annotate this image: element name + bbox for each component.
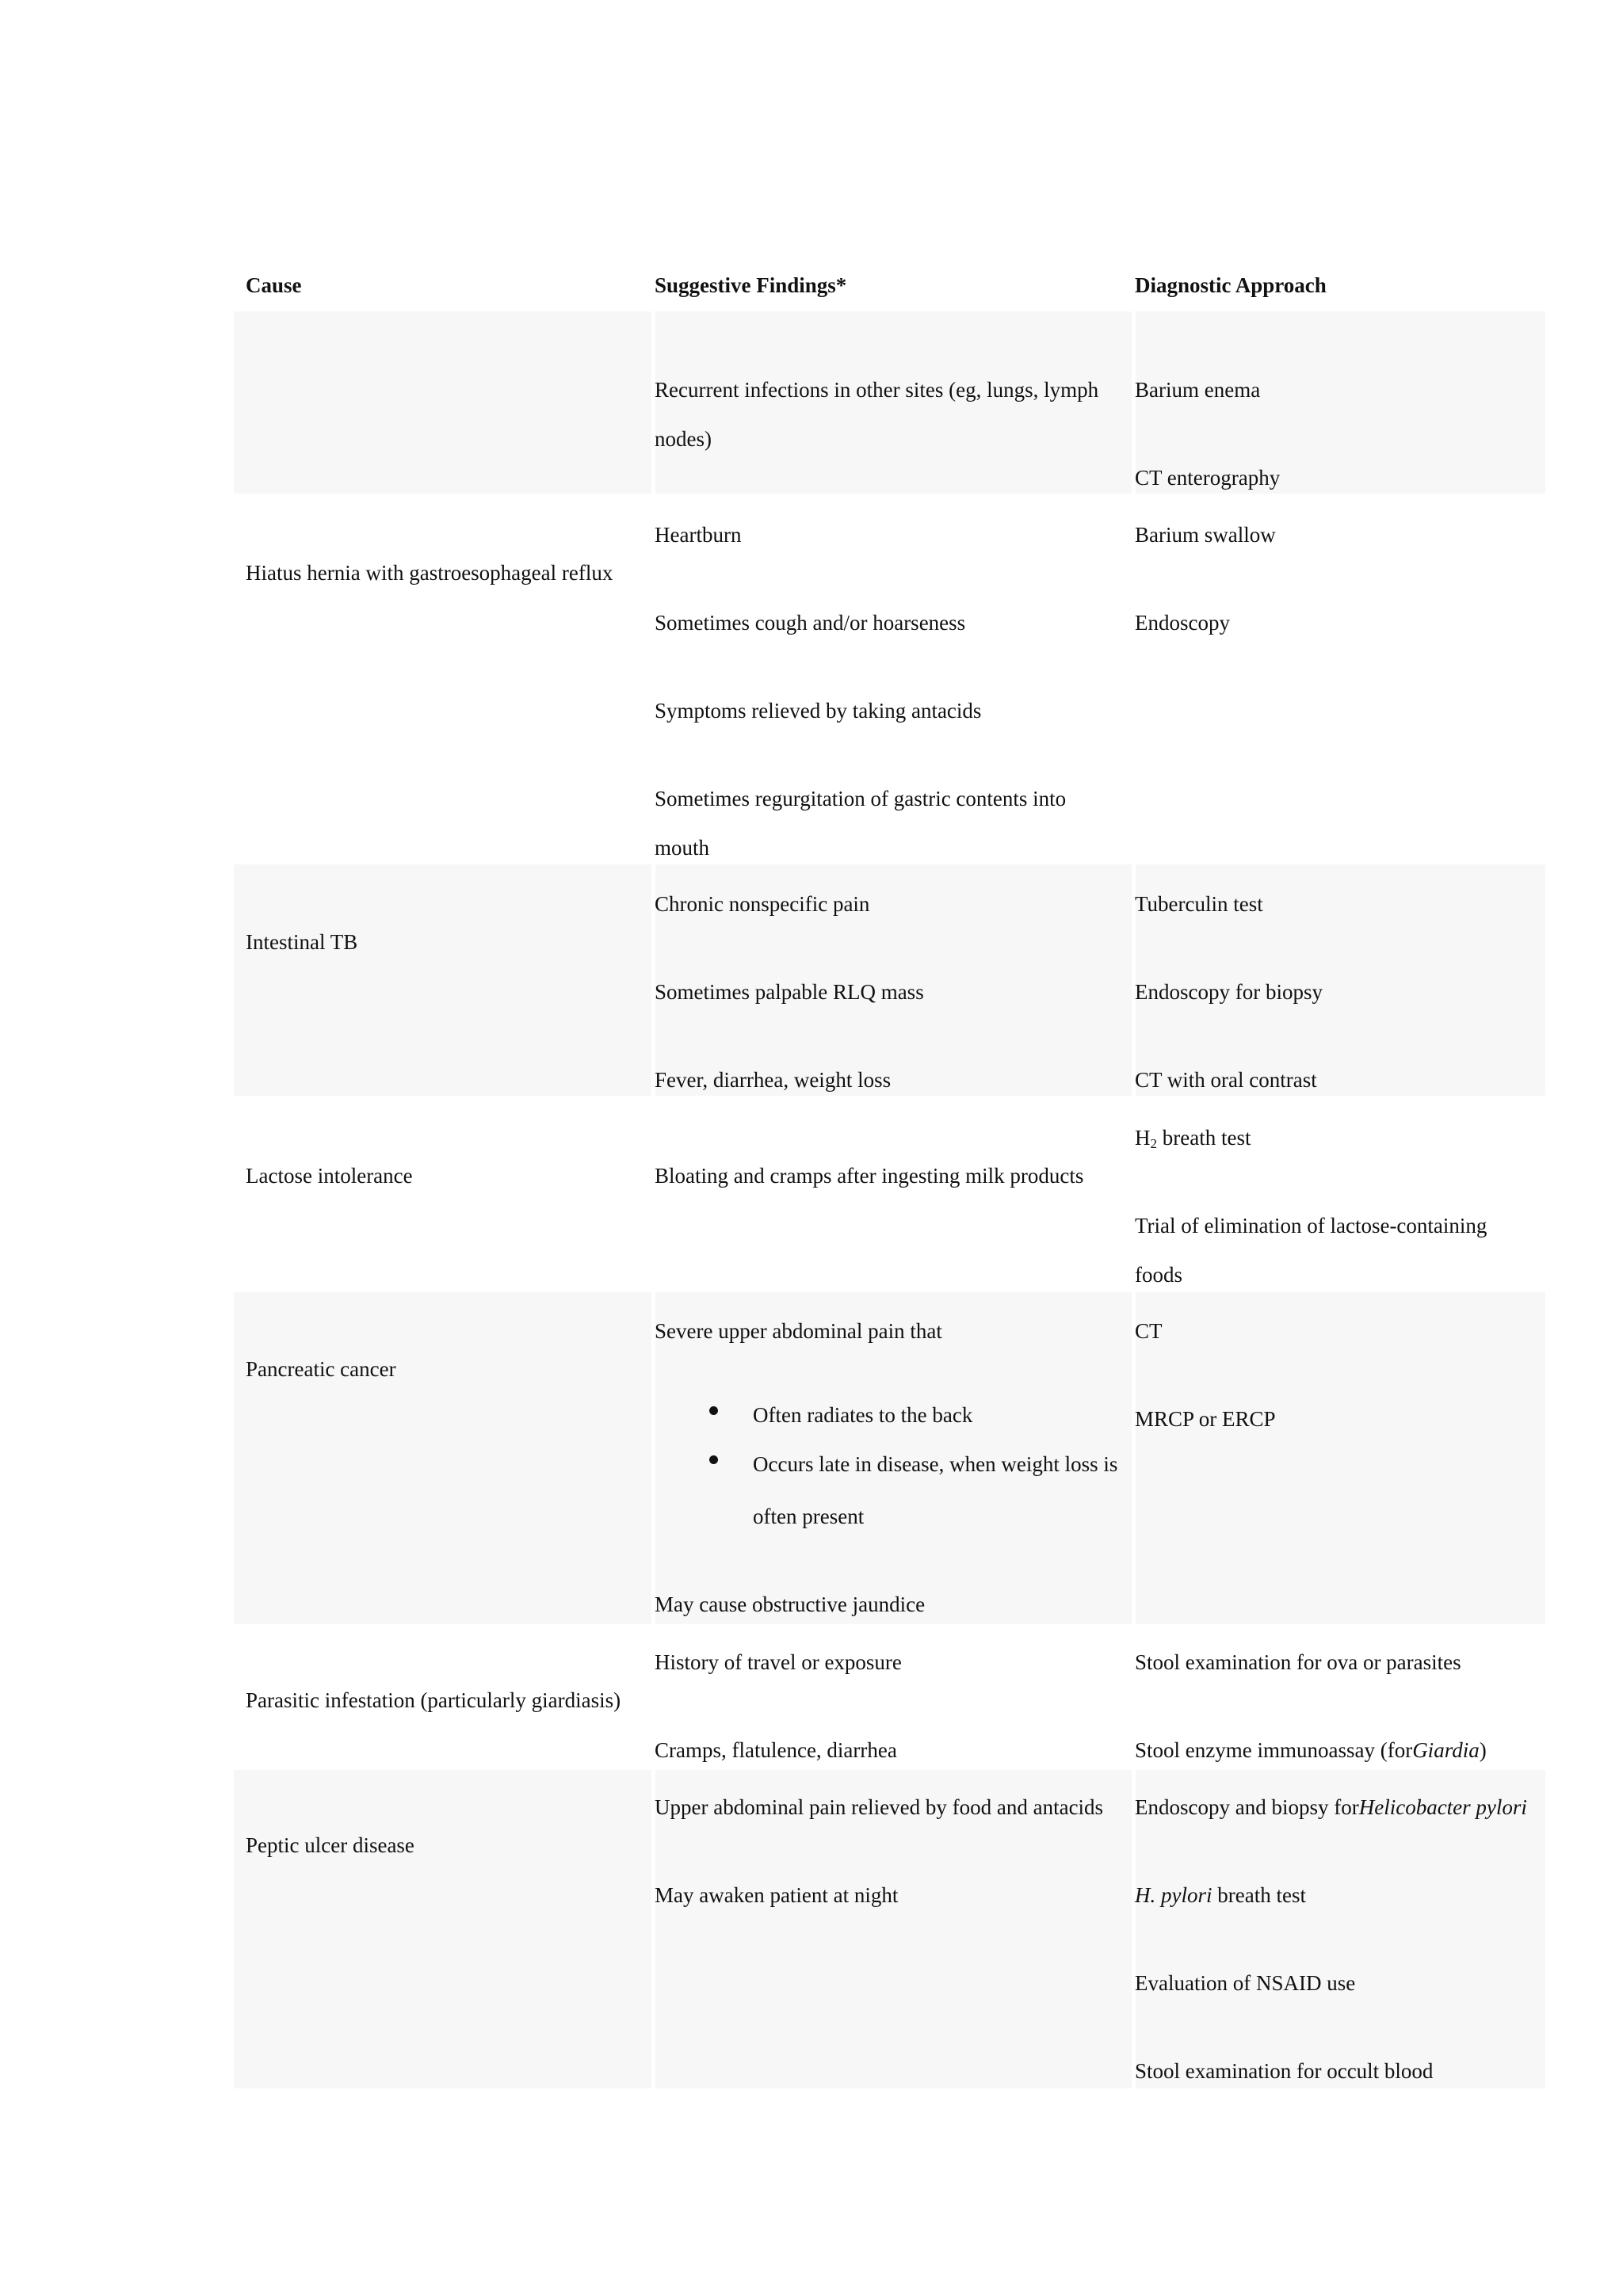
finding-text: Sometimes palpable RLQ mass (655, 980, 924, 1004)
approach-text: CT (1135, 1319, 1163, 1343)
row-band-1 (234, 311, 1545, 494)
hp-pre: Endoscopy and biopsy for (1135, 1795, 1359, 1819)
approach-text: Stool examination for occult blood (1135, 2059, 1434, 2083)
h2-subscript: 2 (1150, 1136, 1157, 1151)
finding-text: Heartburn (655, 523, 742, 547)
h2-rest: breath test (1157, 1126, 1251, 1150)
approach-text: Endoscopy for biopsy (1135, 980, 1323, 1004)
cause-text: Lactose intolerance (246, 1164, 413, 1188)
cause-text: Hiatus hernia with gastroesophageal reflux (246, 561, 613, 585)
cause-text: Peptic ulcer disease (246, 1833, 414, 1857)
hp-italic: Helicobacter pylori (1358, 1795, 1527, 1819)
header-approach: Diagnostic Approach (1135, 273, 1327, 297)
bullet-item: often present (753, 1505, 865, 1528)
cause-text: Pancreatic cancer (246, 1357, 396, 1381)
finding-text: nodes) (655, 427, 712, 451)
giardia-post: ) (1479, 1738, 1487, 1762)
finding-text: Recurrent infections in other sites (eg, lungs, lymph (655, 378, 1099, 402)
finding-text: Bloating and cramps after ingesting milk products (655, 1164, 1084, 1188)
approach-text: foods (1135, 1263, 1182, 1287)
bullet-icon (709, 1455, 718, 1464)
approach-text: CT with oral contrast (1135, 1068, 1317, 1092)
bullet-icon (709, 1406, 718, 1415)
approach-text: Barium enema (1135, 378, 1261, 402)
approach-text: Tuberculin test (1135, 892, 1263, 916)
finding-text: Sometimes regurgitation of gastric contents into (655, 787, 1067, 810)
column-gap (651, 311, 655, 2088)
approach-text: MRCP or ERCP (1135, 1407, 1276, 1431)
breath-post: breath test (1212, 1883, 1306, 1907)
approach-text: CT enterography (1135, 466, 1281, 490)
giardia-pre: Stool enzyme immunoassay (for (1135, 1738, 1413, 1762)
cause-text: Intestinal TB (246, 930, 358, 954)
giardia-italic: Giardia (1412, 1738, 1480, 1762)
approach-text (1135, 1126, 1251, 1156)
finding-text: May cause obstructive jaundice (655, 1592, 926, 1616)
bullet-item: Occurs late in disease, when weight loss is (753, 1452, 1118, 1476)
column-gap (1132, 311, 1136, 2088)
finding-text: Upper abdominal pain relieved by food and antacids (655, 1795, 1104, 1819)
approach-text: Barium swallow (1135, 523, 1276, 547)
approach-text: Evaluation of NSAID use (1135, 1971, 1356, 1995)
cause-text: Parasitic infestation (particularly giardiasis) (246, 1688, 621, 1712)
finding-text: May awaken patient at night (655, 1883, 899, 1907)
finding-text: Cramps, flatulence, diarrhea (655, 1738, 897, 1762)
finding-text: Symptoms relieved by taking antacids (655, 699, 982, 723)
approach-text: Trial of elimination of lactose-containing (1135, 1214, 1487, 1238)
finding-text: mouth (655, 836, 710, 860)
finding-text: History of travel or exposure (655, 1650, 902, 1674)
header-findings: Suggestive Findings* (655, 273, 847, 297)
finding-text: Chronic nonspecific pain (655, 892, 870, 916)
finding-text: Sometimes cough and/or hoarseness (655, 611, 966, 635)
breath-italic: H. pylori (1135, 1883, 1212, 1907)
approach-text (1135, 1795, 1527, 1819)
finding-text: Fever, diarrhea, weight loss (655, 1068, 892, 1092)
header-cause: Cause (246, 273, 302, 297)
finding-text: Severe upper abdominal pain that (655, 1319, 942, 1343)
approach-text: Endoscopy (1135, 611, 1230, 635)
approach-text (1135, 1883, 1306, 1907)
approach-text: Stool examination for ova or parasites (1135, 1650, 1461, 1674)
approach-text (1135, 1738, 1487, 1762)
h2-prefix: H (1135, 1126, 1151, 1150)
bullet-item: Often radiates to the back (753, 1403, 973, 1427)
